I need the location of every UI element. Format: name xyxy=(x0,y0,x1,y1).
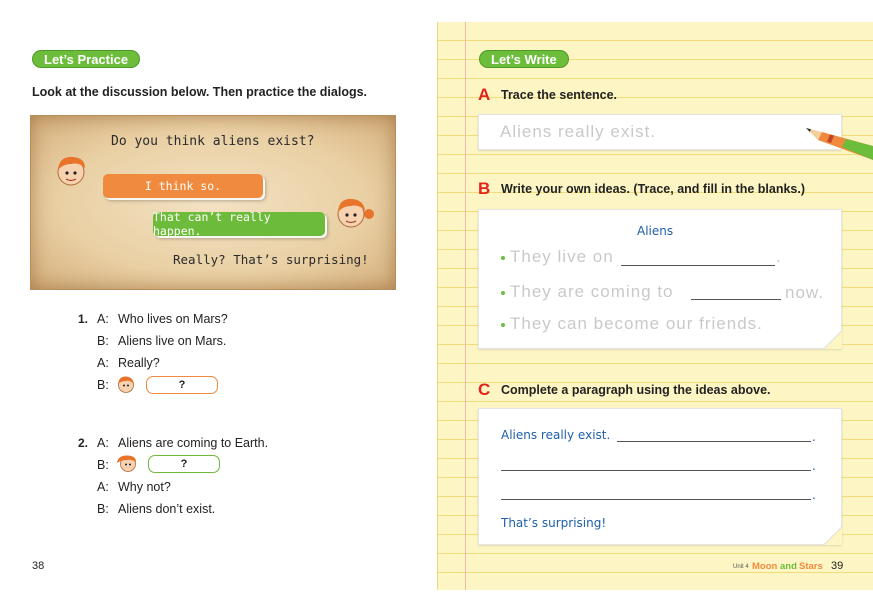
speech-bubble-cant-happen: That can’t really happen. xyxy=(153,212,325,236)
trace-line-1-end: . xyxy=(776,247,782,266)
boy-face-icon xyxy=(53,152,89,188)
left-page xyxy=(0,0,436,612)
section-b-letter: B xyxy=(478,179,491,198)
paragraph-period-3: . xyxy=(812,488,816,502)
paragraph-blank-3[interactable] xyxy=(501,499,811,500)
blank-2[interactable] xyxy=(691,299,781,300)
practice-instruction: Look at the discussion below. Then practice the dialogs. xyxy=(32,85,368,99)
section-c-title: Complete a paragraph using the ideas above. xyxy=(501,383,771,397)
section-c-letter: C xyxy=(478,380,491,399)
section-b-title: Write your own ideas. (Trace, and fill in the blanks.) xyxy=(501,182,805,196)
dialog-1-number: 1. xyxy=(78,312,89,326)
dialog-2-number: 2. xyxy=(78,436,89,450)
paragraph-end: That’s surprising! xyxy=(501,516,607,530)
bullet-1 xyxy=(501,256,505,260)
page-curl-c xyxy=(824,527,842,545)
bullet-3 xyxy=(501,323,505,327)
pencil-icon xyxy=(806,126,873,164)
scene-question: Do you think aliens exist? xyxy=(111,134,315,149)
dialog-2-line-3: Why not? xyxy=(118,480,171,494)
section-c-card xyxy=(478,408,842,545)
paragraph-blank-1[interactable] xyxy=(617,441,811,442)
boy-face-small-icon xyxy=(114,453,140,473)
dialog-2-line-4: Aliens don’t exist. xyxy=(118,502,216,516)
trace-line-2[interactable]: They are coming to xyxy=(510,282,674,301)
dialog-1-speaker-1: A: xyxy=(97,312,109,326)
lets-practice-badge: Let’s Practice xyxy=(32,50,140,68)
paragraph-start: Aliens really exist. xyxy=(501,428,611,442)
dialog-2-speaker-2: B: xyxy=(97,458,109,472)
dialog-2-speaker-4: B: xyxy=(97,502,109,516)
section-b-card xyxy=(478,209,842,349)
paragraph-period-2: . xyxy=(812,459,816,473)
section-b-heading: Aliens xyxy=(637,224,674,238)
right-page-number: 39 xyxy=(831,560,844,572)
dialog-2-speaker-3: A: xyxy=(97,480,109,494)
dialog-1-line-3: Really? xyxy=(118,356,160,370)
dialog-1-speaker-2: B: xyxy=(97,334,109,348)
section-a-letter: A xyxy=(478,85,491,104)
footer-unit: Unit 4 xyxy=(733,564,749,570)
footer-title-stars: Stars xyxy=(799,561,823,572)
dialog-1-speaker-4: B: xyxy=(97,378,109,392)
bullet-2 xyxy=(501,291,505,295)
section-a-title: Trace the sentence. xyxy=(501,88,618,102)
paragraph-blank-2[interactable] xyxy=(501,470,811,471)
dialog-1-answer-bubble[interactable]: ? xyxy=(146,376,218,394)
girl-face-small-icon xyxy=(116,374,136,394)
dialog-1-line-2: Aliens live on Mars. xyxy=(118,334,227,348)
page-curl-b xyxy=(824,331,842,349)
lets-write-badge: Let’s Write xyxy=(479,50,569,68)
footer-title-moon: Moon xyxy=(752,561,778,572)
trace-sentence-a[interactable]: Aliens really exist. xyxy=(500,122,657,141)
scene-response: Really? That’s surprising! xyxy=(173,252,369,267)
discussion-scene xyxy=(30,115,396,290)
trace-line-1[interactable]: They live on xyxy=(510,247,614,266)
left-page-number: 38 xyxy=(32,560,45,572)
paragraph-period-1: . xyxy=(812,430,816,444)
girl-face-icon xyxy=(331,194,375,230)
notebook-margin-line xyxy=(465,22,466,590)
trace-line-3[interactable]: They can become our friends. xyxy=(510,314,763,333)
dialog-2-speaker-1: A: xyxy=(97,436,109,450)
dialog-1-speaker-3: A: xyxy=(97,356,109,370)
footer-title-and: and xyxy=(780,561,797,572)
blank-1[interactable] xyxy=(621,265,775,266)
dialog-1-line-1: Who lives on Mars? xyxy=(118,312,228,326)
trace-line-2-end: now. xyxy=(785,283,824,302)
speech-bubble-i-think-so: I think so. xyxy=(103,174,263,198)
dialog-2-answer-bubble[interactable]: ? xyxy=(148,455,220,473)
section-a-card xyxy=(478,114,842,150)
dialog-2-line-1: Aliens are coming to Earth. xyxy=(118,436,269,450)
